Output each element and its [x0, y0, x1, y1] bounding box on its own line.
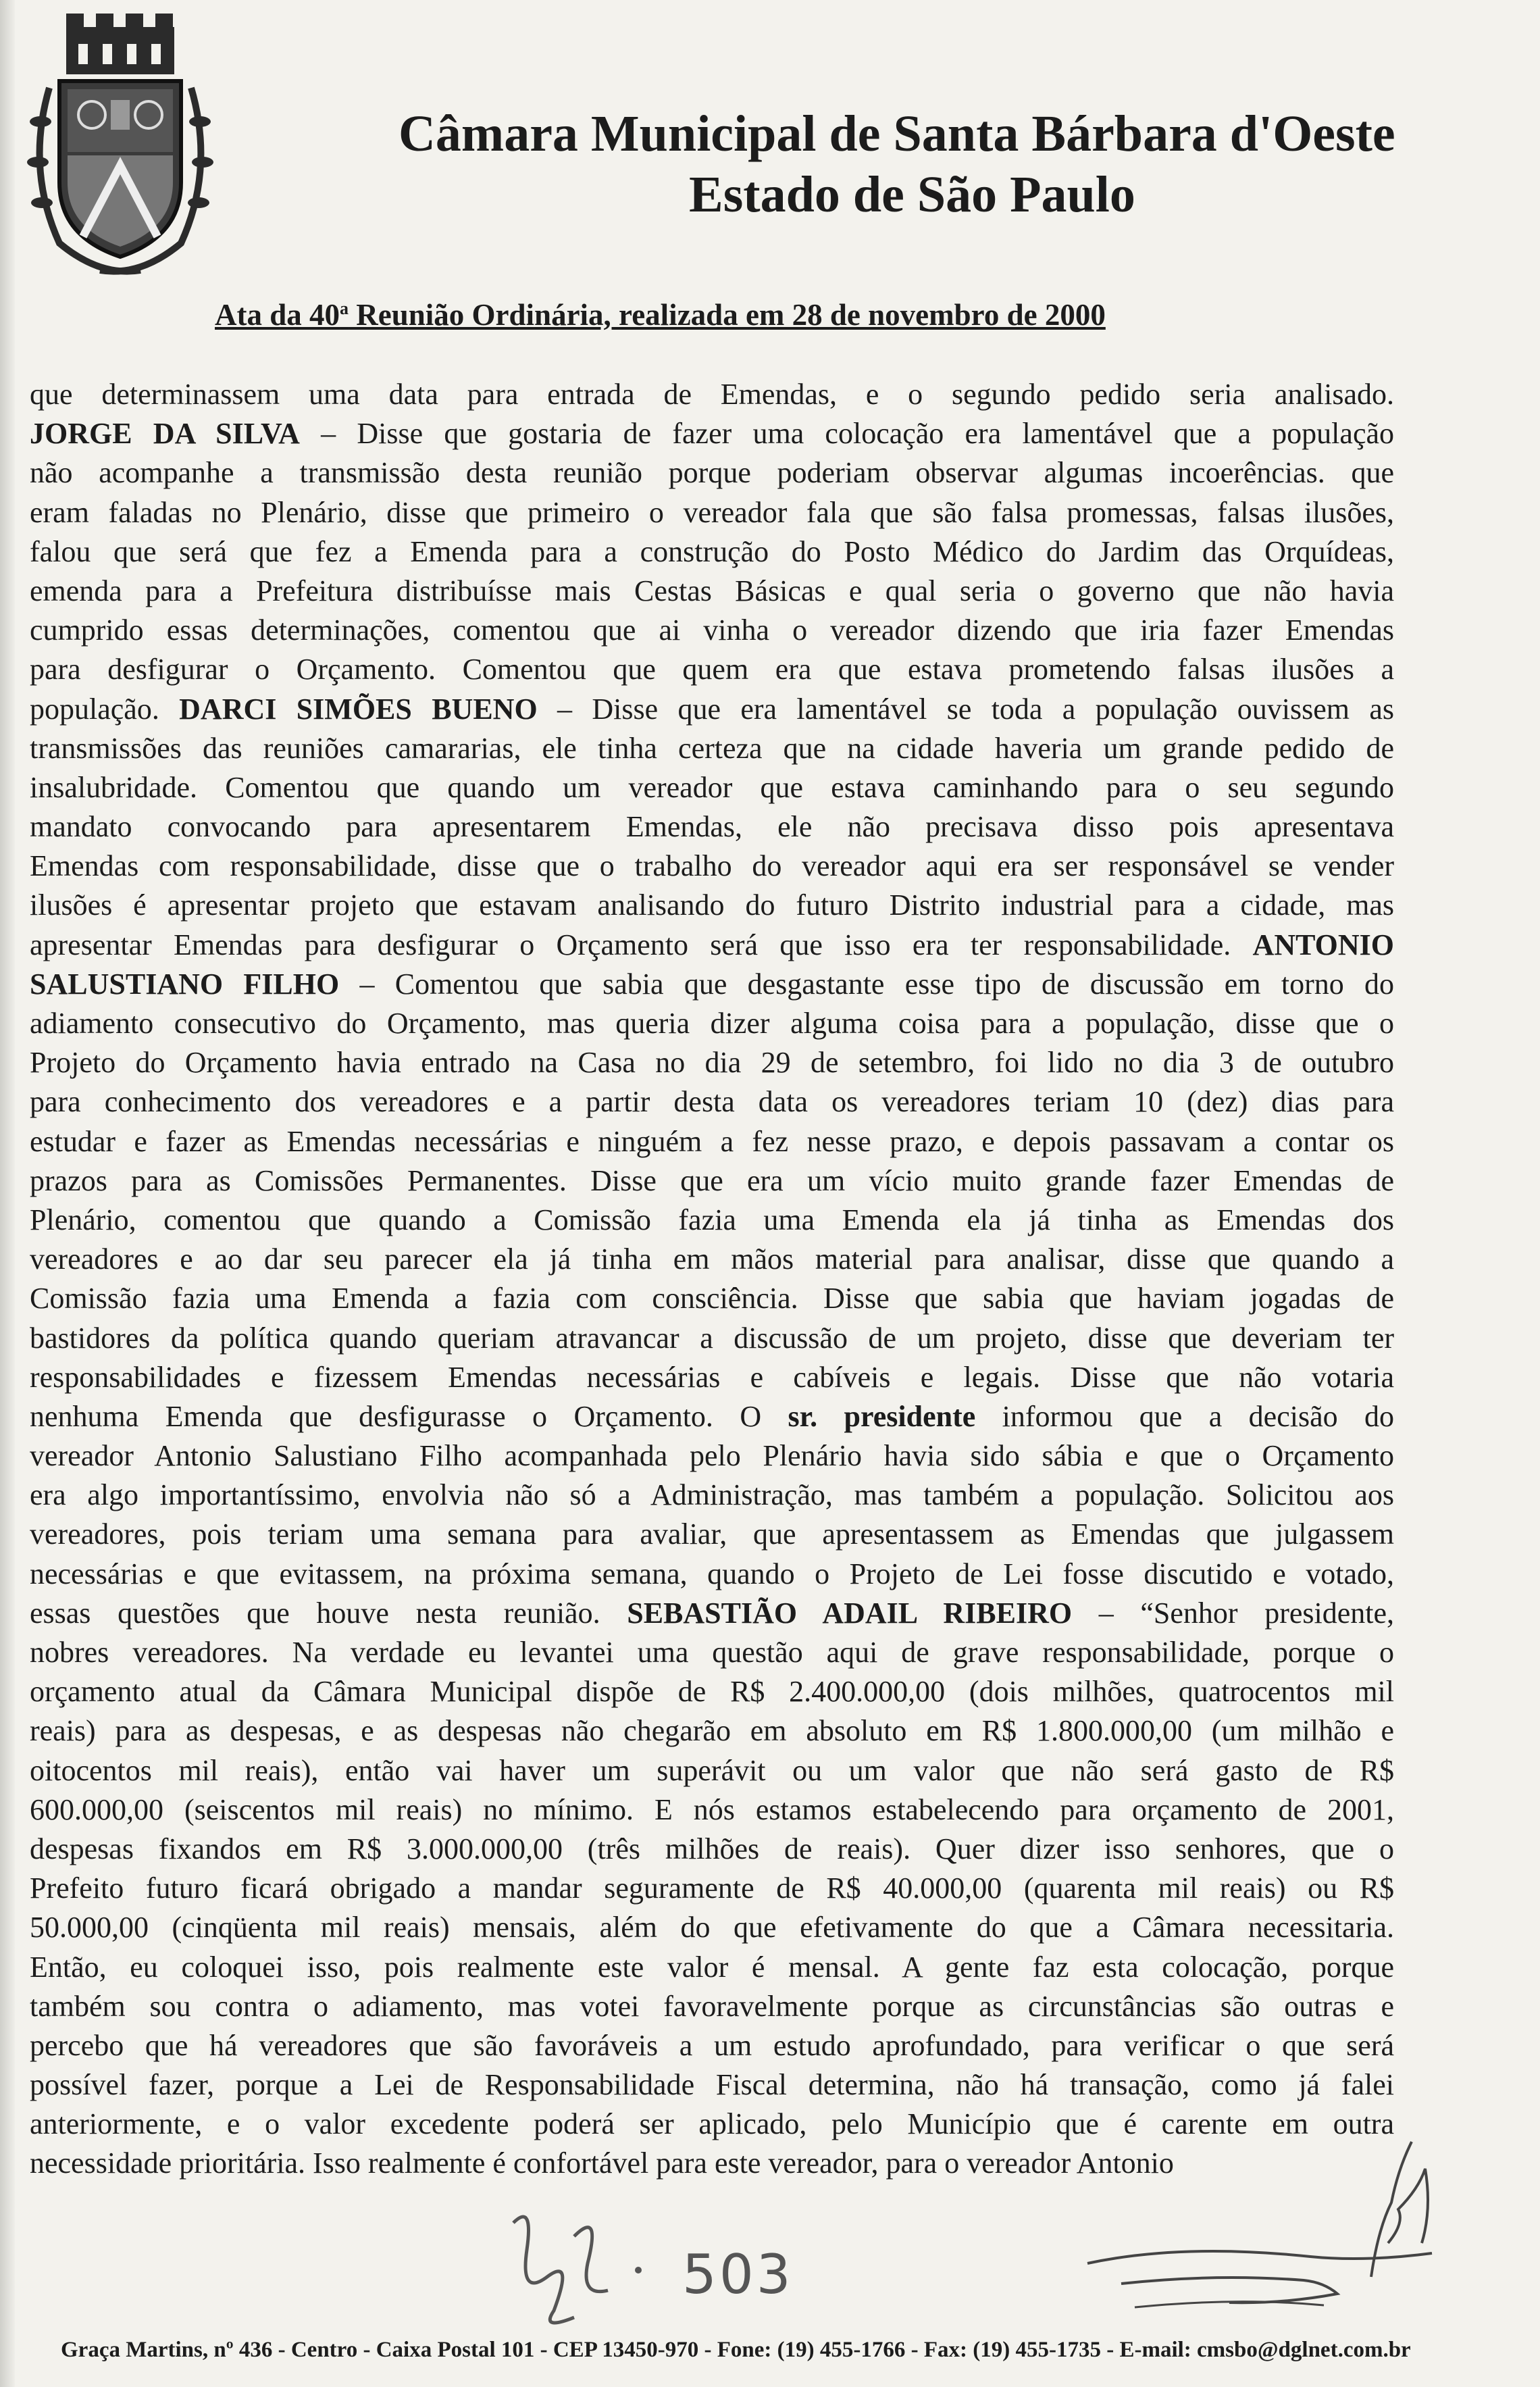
body-line [30, 1319, 1394, 1358]
body-text-segment: eram faladas no Plenário, disse que primeiro o vereador fala que são falsa promessas, falsas ilusões, [30, 495, 1394, 529]
body-text-segment: Emendas com responsabilidade, disse que o trabalho do vereador aqui era ser responsável se vender [30, 849, 1394, 883]
body-line [30, 1751, 1394, 1790]
body-text-segment: apresentar Emendas para desfigurar o Orçamento será que isso era ter responsabilidade. [30, 928, 1253, 961]
body-text-segment: insalubridade. Comentou que quando um vereador que estava caminhando para o seu segundo [30, 770, 1394, 804]
speaker-name: SALUSTIANO FILHO [30, 967, 340, 1001]
body-text-segment: – Disse que gostaria de fazer uma colocação era lamentável que a população [299, 417, 1394, 451]
body-line [30, 1043, 1394, 1082]
body-text-segment: não acompanhe a transmissão desta reunião porque poderiam observar algumas incoerências. que [30, 456, 1394, 490]
body-line [30, 1987, 1394, 2026]
body-text-segment: despesas fixandos em R$ 3.000.000,00 (três milhões de reais). Quer dizer isso senhores, que o [30, 1832, 1394, 1865]
body-line [30, 572, 1394, 611]
body-line [30, 1082, 1394, 1122]
body-text-segment: Comissão fazia uma Emenda a fazia com consciência. Disse que sabia que haviam jogadas de [30, 1282, 1394, 1315]
body-line [30, 807, 1394, 847]
body-text-segment: possível fazer, porque a Lei de Responsabilidade Fiscal determina, não há transação, como já falei [30, 2068, 1394, 2102]
body-line [30, 1515, 1394, 1554]
body-text-segment: estudar e fazer as Emendas necessárias e ninguém a fez nesse prazo, e depois passavam a contar os [30, 1124, 1394, 1158]
body-line [30, 2026, 1394, 2065]
speaker-name: ANTONIO [1252, 928, 1394, 961]
minutes-title-ordinal: a [340, 299, 349, 318]
minutes-body [30, 375, 1394, 2184]
body-line [30, 847, 1394, 886]
body-line [30, 926, 1394, 965]
body-line [30, 1869, 1394, 1908]
body-text-segment: 50.000,00 (cinqüenta mil reais) mensais, além do que efetivamente do que a Câmara necessitaria. [30, 1911, 1394, 1944]
body-line [30, 1004, 1394, 1043]
body-text-segment: para desfigurar o Orçamento. Comentou que quem era que estava prometendo falsas ilusões a [30, 653, 1394, 686]
body-text-segment: Projeto do Orçamento havia entrado na Casa no dia 29 de setembro, foi lido no dia 3 de outubro [30, 1046, 1394, 1080]
body-text-segment: percebo que há vereadores que são favoráveis a um estudo aprofundado, para verificar o que será [30, 2028, 1394, 2062]
speaker-name: SEBASTIÃO ADAIL RIBEIRO [627, 1596, 1073, 1630]
body-text-segment: para conhecimento dos vereadores e a partir desta data os vereadores teriam 10 (dez) dias para [30, 1085, 1394, 1119]
body-text-segment: 600.000,00 (seiscentos mil reais) no mínimo. E nós estamos estabelecendo para orçamento de 2001, [30, 1792, 1394, 1826]
body-line [30, 532, 1394, 572]
body-line [30, 1279, 1394, 1318]
body-line [30, 375, 1394, 414]
body-text-segment: oitocentos mil reais), então vai haver um superávit ou um valor que não será gasto de R$ [30, 1753, 1394, 1787]
body-line [30, 1476, 1394, 1515]
body-text-segment: nobres vereadores. Na verdade eu levantei uma questão aqui de grave responsabilidade, porque o [30, 1636, 1394, 1669]
speaker-name: JORGE DA SILVA [30, 417, 300, 451]
footer-address: Graça Martins, nº 436 - Centro - Caixa Postal 101 - CEP 13450-970 - Fone: (19) 455-1766 - Fax: (19) 455-1735 - E-mail: cmsbo@dglnet.com.br [61, 2338, 1411, 2362]
body-text-segment: também sou contra o adiamento, mas votei favoravelmente porque as circunstâncias são outras e [30, 1989, 1394, 2023]
body-line [30, 2065, 1394, 2105]
body-text-segment: essas questões que houve nesta reunião. [30, 1596, 627, 1630]
body-line [30, 768, 1394, 807]
body-text-segment: mandato convocando para apresentarem Emendas, ele não precisava disso pois apresentava [30, 810, 1394, 844]
body-line [30, 1161, 1394, 1201]
body-text-segment: adiamento consecutivo do Orçamento, mas queria dizer alguma coisa para a população, disse que o [30, 1007, 1394, 1040]
body-text-segment: cumprido essas determinações, comentou que ai vinha o vereador dizendo que iria fazer Emendas [30, 613, 1394, 647]
body-line [30, 453, 1394, 493]
body-text-segment: orçamento atual da Câmara Municipal dispõe de R$ 2.400.000,00 (dois milhões, quatrocentos mil [30, 1675, 1394, 1709]
body-text-segment: ilusões é apresentar projeto que estavam analisando do futuro Distrito industrial para a cidade, mas [30, 888, 1394, 922]
body-line [30, 1122, 1394, 1161]
body-text-segment: falou que será que fez a Emenda para a construção do Posto Médico do Jardim das Orquídeas, [30, 534, 1394, 568]
body-line [30, 1555, 1394, 1594]
body-text-segment: população. [30, 692, 180, 726]
body-text-segment: anteriormente, e o valor excedente poderá ser aplicado, pelo Município que é carente em outra [30, 2107, 1394, 2141]
body-text-segment: nenhuma Emenda que desfigurasse o Orçamento. O [30, 1399, 788, 1433]
body-text-segment: necessidade prioritária. Isso realmente é confortável para este vereador, para o vereador Antonio [30, 2146, 1174, 2180]
minutes-title-rest: Reunião Ordinária, realizada em 28 de novembro de 2000 [349, 298, 1106, 332]
body-line [30, 1201, 1394, 1240]
speaker-name: DARCI SIMÕES BUENO [179, 692, 538, 726]
body-line [30, 1397, 1394, 1436]
body-line [30, 729, 1394, 768]
page-subtitle: Estado de São Paulo [689, 166, 1135, 223]
page-title: Câmara Municipal de Santa Bárbara d'Oeste [399, 105, 1395, 162]
body-text-segment: responsabilidades e fizessem Emendas necessárias e cabíveis e legais. Disse que não votaria [30, 1360, 1394, 1394]
body-text-segment: vereadores, pois teriam uma semana para avaliar, que apresentassem as Emendas que julgassem [30, 1517, 1394, 1551]
body-line [30, 1240, 1394, 1279]
body-line [30, 1358, 1394, 1397]
body-line [30, 1908, 1394, 1947]
body-text-segment: era algo importantíssimo, envolvia não só a Administração, mas também a população. Solicitou aos [30, 1478, 1394, 1512]
body-text-segment: vereador Antonio Salustiano Filho acompanhada pelo Plenário havia sido sábia e que o Orçamento [30, 1439, 1394, 1473]
handwritten-signature-icon [1081, 2128, 1459, 2358]
body-line [30, 965, 1394, 1004]
minutes-title [215, 297, 1228, 332]
body-line [30, 650, 1394, 689]
body-line [30, 690, 1394, 729]
body-text-segment: informou que a decisão do [975, 1399, 1394, 1433]
body-line [30, 886, 1394, 925]
body-line [30, 1830, 1394, 1869]
body-text-segment: Então, eu coloquei isso, pois realmente este valor é mensal. A gente faz esta colocação, porque [30, 1950, 1394, 1984]
minutes-title-prefix: Ata da 40 [215, 298, 340, 332]
body-text-segment: Plenário, comentou que quando a Comissão fazia uma Emenda ela já tinha as Emendas dos [30, 1203, 1394, 1236]
body-text-segment: reais) para as despesas, e as despesas não chegarão em absoluto em R$ 1.800.000,00 (um milhão e [30, 1714, 1394, 1748]
body-line [30, 1594, 1394, 1633]
body-line [30, 493, 1394, 532]
body-line [30, 1436, 1394, 1476]
body-text-segment: emenda para a Prefeitura distribuísse mais Cestas Básicas e qual seria o governo que não havia [30, 574, 1394, 607]
body-text-segment: Prefeito futuro ficará obrigado a mandar seguramente de R$ 40.000,00 (quarenta mil reais) ou R$ [30, 1871, 1394, 1905]
body-text-segment: – Disse que era lamentável se toda a população ouvissem as [537, 692, 1394, 726]
page-number: 503 [682, 2243, 794, 2306]
body-text-segment: – “Senhor presidente, [1072, 1596, 1394, 1630]
body-text-segment: vereadores e ao dar seu parecer ela já tinha em mãos material para analisar, disse que quando a [30, 1242, 1394, 1276]
coat-of-arms-icon [19, 14, 222, 284]
body-line [30, 1633, 1394, 1672]
body-line [30, 1711, 1394, 1751]
body-line [30, 1790, 1394, 1830]
body-text-segment: transmissões das reuniões camararias, ele tinha certeza que na cidade haveria um grande pedido de [30, 731, 1394, 765]
body-text-segment: prazos para as Comissões Permanentes. Disse que era um vício muito grande fazer Emendas de [30, 1163, 1394, 1197]
page-edge-shadow [0, 0, 15, 2387]
body-text-segment: – Comentou que sabia que desgastante esse tipo de discussão em torno do [339, 967, 1394, 1001]
body-text-segment: necessárias e que evitassem, na próxima semana, quando o Projeto de Lei fosse discutido e votado, [30, 1557, 1394, 1590]
body-line [30, 1672, 1394, 1711]
body-text-segment: que determinassem uma data para entrada de Emendas, e o segundo pedido seria analisado. [30, 378, 1394, 411]
body-line [30, 414, 1394, 453]
speaker-name: sr. presidente [788, 1399, 976, 1433]
body-line [30, 1948, 1394, 1987]
body-text-segment: bastidores da política quando queriam atravancar a discussão de um projeto, disse que deveriam ter [30, 1321, 1394, 1355]
body-line [30, 611, 1394, 650]
